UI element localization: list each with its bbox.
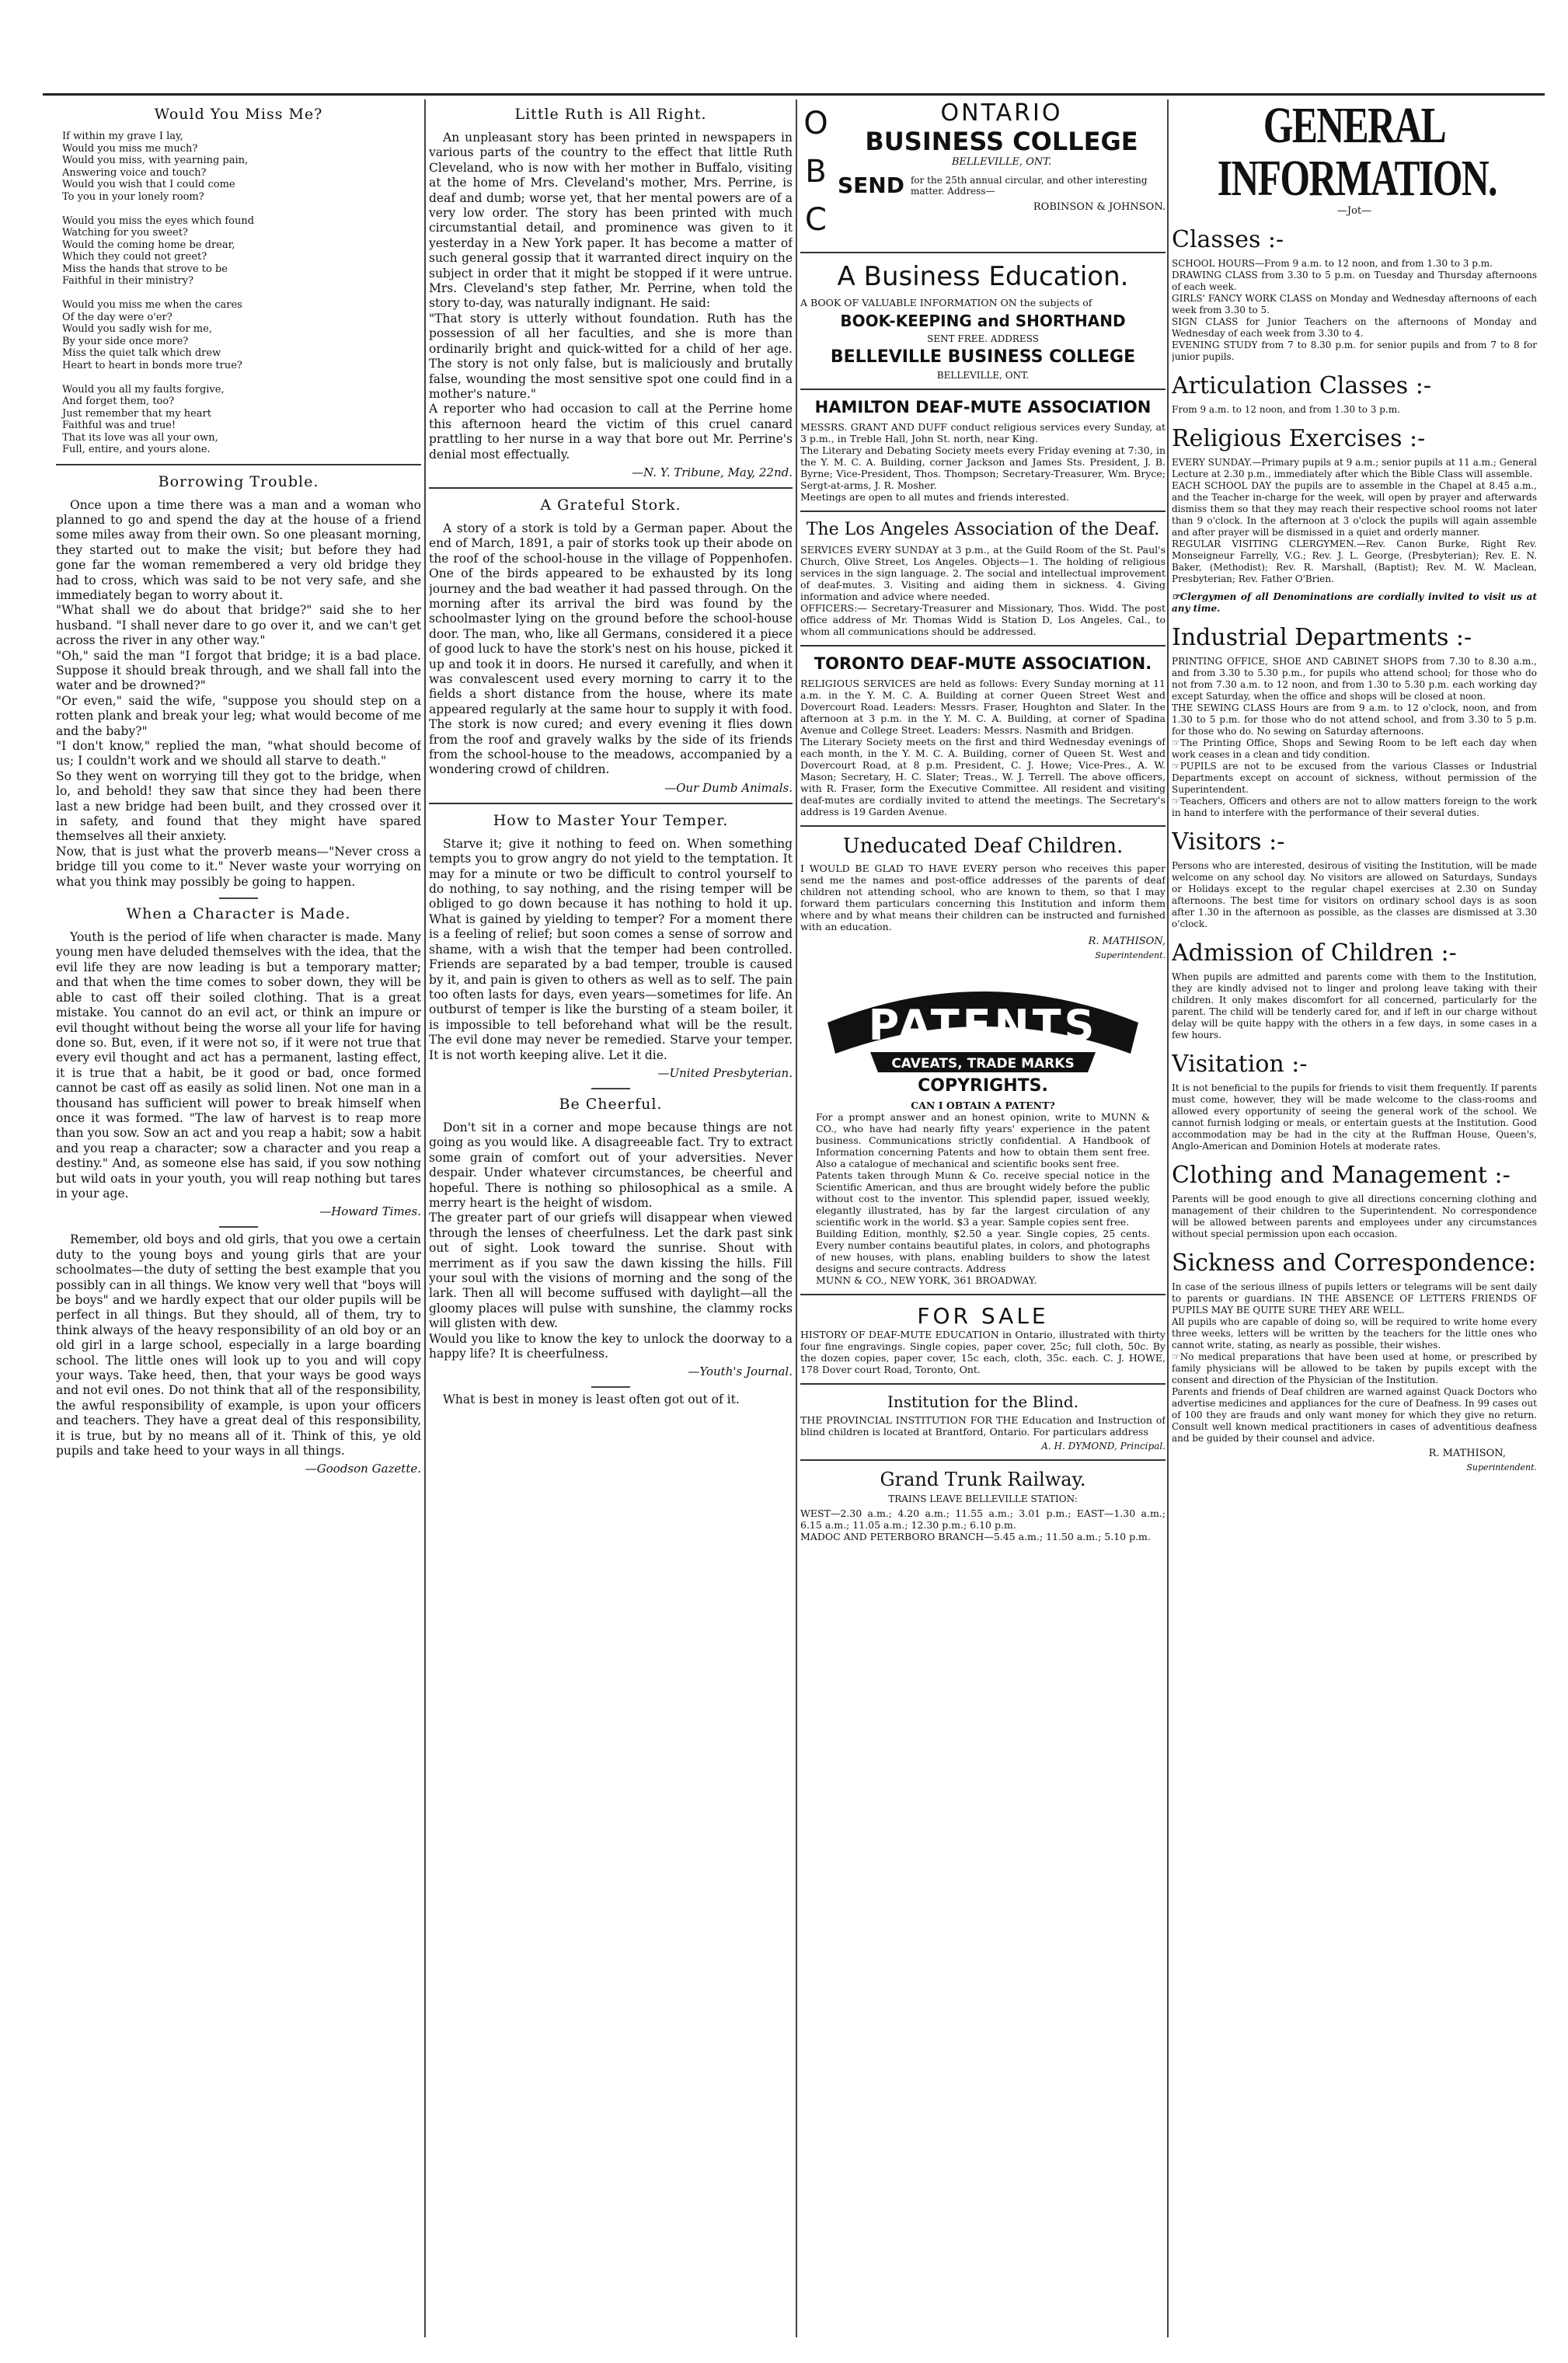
ad-text: HISTORY OF DEAF-MUTE EDUCATION in Ontario, illustrated with thirty four fine engravings. Single copies, paper cover, 25c; full cloth, 50c. By the dozen copies, paper cover, 15c each, cloth, 35c. each. C. J. HOWE, 178 Dover court Road, Toronto, Ont.: [800, 1329, 1166, 1375]
section-body: It is not beneficial to the pupils for friends to visit them frequently. If parents must come, however, they will be made welcome to the class-rooms and allowed every opportunity of seeing the general work of the school. We cannot furnish lodging or meals, or entertain guests at the Institution. Good accommodation may be had in the city at the Ruffman House, Queen's, Anglo-American and Dominion Hotels at moderate rates.: [1172, 1082, 1537, 1152]
column-3: [800, 99, 1166, 2345]
filler-text: What is best in money is least often got out of it.: [443, 1392, 740, 1407]
section-heading: Visitation :-: [1172, 1051, 1308, 1078]
ad-title: FOR SALE: [917, 1303, 1049, 1329]
article-body: Don't sit in a corner and mope because things are not going as you would like. A disagreeable fact. Try to extract some grain of comfort out of your adversities. Never despair. Under whatever circumstances, be cheerful and hopeful. There is nothing so philosophical as a smile. A merry heart is the height of wisdom. The greater part of our griefs will disappear when viewed through the lenses of cheerfulness. Let the dark past sink out of sight. Look toward the sunrise. Shout with merriment as if you saw the dawn kissing the hills. Fill your soul with the visions of morning and the song of the lark. Then all will become suffused with daylight—all the gloomy places will pulse with sunshine, the clammy rocks will glisten with dew. Would you like to know the key to unlock the doorway to a happy life? It is cheerfulness.: [429, 1120, 793, 1361]
article-source: —N. Y. Tribune, May, 22nd.: [632, 465, 793, 479]
notice-title: TORONTO DEAF-MUTE ASSOCIATION.: [814, 654, 1152, 673]
section-body: In case of the serious illness of pupils letters or telegrams will be sent daily to parents or guardians. IN THE ABSENCE OF LETTERS FRIENDS OF PUPILS MAY BE QUITE SURE THEY ARE WELL. All pupils who are capable of doing so, will be required to write home every three weeks, letters will be written by the teachers for the little ones who cannot write, stating, as nearly as possible, their wishes. ☞No medical preparations that have been used at home, or prescribed by family physicians will be allowed to be taken by pupils except with the consent and direction of the Physician of the Institution. Parents and friends of Deaf children are warned against Quack Doctors who advertise medicines and appliances for the cure of Deafness. In 99 cases out of 100 they are frauds and only want money for which they give no return. Consult well known medical practitioners in cases of adventitious deafness and be guided by their counsel and advice.: [1172, 1281, 1537, 1444]
obc-letters: [800, 99, 831, 244]
ad-business-education: [800, 261, 1166, 381]
article-be-cheerful: [429, 1096, 793, 1379]
article-grateful-stork: [429, 497, 793, 795]
ad-patents: [816, 968, 1150, 1286]
jot-line: —Jot—: [1336, 205, 1372, 217]
patents-copyrights: COPYRIGHTS.: [918, 1076, 1048, 1096]
ad-text: A BOOK OF VALUABLE INFORMATION ON the subjects of: [800, 297, 1092, 308]
ad-subject: BOOK-KEEPING and SHORTHAND: [840, 312, 1126, 330]
patents-question: CAN I OBTAIN A PATENT?: [911, 1100, 1055, 1111]
ad-subtitle: TRAINS LEAVE BELLEVILLE STATION:: [888, 1493, 1078, 1504]
column-divider: [796, 99, 797, 2337]
obc-send: [838, 173, 1166, 198]
divider: [800, 511, 1166, 512]
article-body: A story of a stork is told by a German paper. About the end of March, 1891, a pair of storks took up their abode on the roof of the school-house in the village of Poppenhofen. One of the birds appeared to be exhausted by its long journey and the bad weather it had passed through. On the morning after its arrival the bird was found by the schoolmaster lying on the ground before the school-house door. The man, who, like all Germans, considered it a piece of good luck to have the stork's nest on his house, picked it up and took it in doors. He nursed it carefully, and when it was convalescent used every morning to carry it to the fields a short distance from the house, where its mate appeared regularly at the same hour to supply it with food. The stork is now cured; and every evening it flies down from the roof and gravely walks by the side of its friends from the school-house to the meadows, accompanied by a wondering crowd of children.: [429, 521, 793, 777]
section-heading: Admission of Children :-: [1172, 939, 1457, 967]
article-title: Would You Miss Me?: [154, 106, 323, 123]
obc-letter: B: [805, 154, 827, 190]
article-title: When a Character is Made.: [126, 905, 351, 923]
ad-title: Grand Trunk Railway.: [880, 1469, 1086, 1490]
divider: [591, 1088, 630, 1089]
obc-letter: O: [803, 106, 828, 141]
column-divider: [1167, 99, 1169, 2337]
article-title: How to Master Your Temper.: [493, 811, 729, 829]
divider: [429, 803, 793, 804]
article-title: Little Ruth is All Right.: [514, 106, 707, 123]
section-heading: Religious Exercises :-: [1172, 425, 1426, 452]
notice-title: HAMILTON DEAF-MUTE ASSOCIATION: [814, 398, 1152, 416]
section-heading: Visitors :-: [1172, 828, 1285, 856]
notice-title: The Los Angeles Association of the Deaf.: [806, 520, 1160, 539]
patents-text: For a prompt answer and an honest opinion, write to MUNN & CO., who have had nearly fifty years' experience in the patent business. Communications strictly confidential. A Handbook of Information concerning Patents and how to obtain them sent free. Also a catalogue of mechanical and scientific books sent free. Patents taken through Munn & Co. receive special notice in the Scientific American, and thus are brought widely before the public without cost to the inventor. This splendid paper, issued weekly, elegantly illustrated, has by far the largest circulation of any scientific work in the world. $3 a year. Sample copies sent free. Building Edition, monthly, $2.50 a year. Single copies, 25 cents. Every number contains beautiful plates, in colors, and photographs of new houses, with plans, enabling builders to show the latest designs and secure contracts. Address MUNN & CO., NEW YORK, 361 BROADWAY.: [816, 1111, 1150, 1286]
section-body: EVERY SUNDAY.—Primary pupils at 9 a.m.; senior pupils at 11 a.m.; General Lecture at 2.30 p.m., immediately after which the Bible Class will assemble. EACH SCHOOL DAY the pupils are to assemble in the Chapel at 8.45 a.m., and the Teacher in-charge for the week, will open by prayer and afterwards dismiss them so that they may reach their respective school rooms not later than 9 o'clock. In the afternoon at 3 o'clock the pupils will again assemble and after prayer will be dismissed in a quiet and orderly manner. REGULAR VISITING CLERGYMEN.—Rev. Canon Burke, Right Rev. Monseigneur Farrelly, V.G.; Rev. J. L. George, (Presbyterian); Rev. E. N. Baker, (Methodist); Rev. R. Marshall, (Baptist); Rev. M. W. Maclean, Presbyterian; Rev. Father O'Brien.: [1172, 457, 1537, 584]
divider: [219, 897, 258, 899]
divider: [800, 389, 1166, 390]
divider: [800, 1459, 1166, 1461]
divider: [800, 645, 1166, 647]
ad-place: BELLEVILLE, ONT.: [936, 370, 1030, 381]
column-4: [1172, 99, 1537, 2345]
obc-send-word: SEND: [838, 173, 904, 198]
divider: [429, 487, 793, 489]
section-body: PRINTING OFFICE, SHOE AND CABINET SHOPS from 7.30 to 8.30 a.m., and from 3.30 to 5.30 p.m., for pupils who attend school; for those who do not from 7.30 a.m. to 12 noon, and from 1.30 to 5.30 p.m. each working day except Saturday, when the office and shops will be closed at noon. THE SEWING CLASS Hours are from 9 a.m. to 12 o'clock, noon, and from 1.30 to 5 p.m. for those who do not attend school, and from 3.30 to 5 p.m. for those who do. No sewing on Saturday afternoons. ☞The Printing Office, Shops and Sewing Room to be left each day when work ceases in a clean and tidy condition. ☞PUPILS are not to be excused from the various Classes or Industrial Departments except on account of sickness, without permission of the Superintendent. ☞Teachers, Officers and others are not to allow matters foreign to the work in hand to interfere with the performance of their several duties.: [1172, 656, 1537, 818]
article-source: —Youth's Journal.: [688, 1364, 793, 1379]
ad-sent: SENT FREE. ADDRESS: [927, 333, 1039, 344]
article-would-you-miss-me: [56, 106, 421, 456]
section-heading: Clothing and Management :-: [1172, 1162, 1511, 1189]
section-note: ☞Clergymen of all Denominations are cordially invited to visit us at any time.: [1172, 591, 1537, 614]
divider: [800, 1383, 1166, 1385]
section-body: SCHOOL HOURS—From 9 a.m. to 12 noon, and from 1.30 to 3 p.m. DRAWING CLASS from 3.30 to 5 p.m. on Tuesday and Thursday afternoons of each week. GIRLS' FANCY WORK CLASS on Monday and Wednesday afternoons of each week from 3.30 to 5. SIGN CLASS for Junior Teachers on the afternoons of Monday and Wednesday of each week from 3.30 to 4. EVENING STUDY from 7 to 8.30 p.m. for senior pupils and from 7 to 8 for junior pupils.: [1172, 258, 1537, 362]
notice-body: I WOULD BE GLAD TO HAVE EVERY person who receives this paper send me the names and post-office addresses of the parents of deaf children not attending school, who are known to them, so that I may forward them particulars concerning this Institution and inform them where and by what means their children can be instructed and furnished with an education.: [800, 863, 1166, 932]
ad-blind: [800, 1392, 1166, 1452]
notice-los-angeles: [800, 520, 1166, 637]
section-heading: Sickness and Correspondence:: [1172, 1249, 1536, 1277]
article-borrowing-trouble: [56, 473, 421, 890]
article-temper: [429, 812, 793, 1080]
patents-band: CAVEATS, TRADE MARKS: [891, 1056, 1075, 1072]
notice-signature: R. MATHISON,: [1088, 936, 1166, 947]
signature: R. MATHISON,: [1428, 1448, 1506, 1459]
divider: [591, 1386, 630, 1388]
section-heading: Articulation Classes :-: [1172, 372, 1431, 399]
top-rule: [43, 93, 1545, 96]
notice-uneducated: [800, 835, 1166, 960]
ad-title: A Business Education.: [837, 261, 1129, 292]
obc-send-text: for the 25th annual circular, and other interesting matter. Address—: [910, 174, 1148, 197]
ad-signature: A. H. DYMOND, Principal.: [1041, 1441, 1166, 1452]
column-1: [56, 99, 421, 2345]
signature-title: Superintendent.: [1466, 1462, 1537, 1473]
article-source: —United Presbyterian.: [657, 1065, 793, 1080]
article-character: [56, 905, 421, 1218]
article-old-boys: [56, 1232, 421, 1476]
section-heading: Industrial Departments :-: [1172, 624, 1472, 651]
article-title: Be Cheerful.: [559, 1095, 663, 1113]
article-body: Youth is the period of life when character is made. Many young men have deluded themselves with the idea, that the evil life they are now leading is but a temporary matter; and that when the time comes to sober down, they will be able to cast off their soiled clothing. That is a great mistake. You cannot do an evil act, or think an impure or evil thought without being the worse all your life for having done so. But, even, if it were not so, if it were not true that every evil thought and act has a permanent, lasting effect, it is true that a habit, be it good or bad, once formed cannot be cast off as easily as solid linen. Not one man in a thousand has sufficient will power to break himself when once it was formed. "The law of harvest is to reap more than you sow. Sow an act and you reap a habit; sow a habit and you reap a character; sow a character and you reap a destiny." And, as someone else has said, if you sow nothing but wild oats in your youth, you will reap nothing but tares in your age.: [56, 930, 421, 1201]
patents-word: PATENTS: [868, 1001, 1098, 1050]
article-title: A Grateful Stork.: [540, 496, 681, 514]
obc-props: ROBINSON & JOHNSON.: [1033, 201, 1166, 213]
notice-body: SERVICES EVERY SUNDAY at 3 p.m., at the Guild Room of the St. Paul's Church, Olive Street, Los Angeles. Objects—1. The holding of religious services in the sign language. 2. The social and intellectual improvement of deaf-mutes. 3. Visiting and aiding them in sickness. 4. Giving information and advice where needed. OFFICERS:— Secretary-Treasurer and Missionary, Thos. Widd. The post office address of Mr. Thomas Widd is Station D, Los Angeles, Cal., to whom all communications should be addressed.: [800, 544, 1166, 637]
divider: [219, 1226, 258, 1228]
patents-banner: [816, 968, 1150, 1096]
divider: [56, 464, 421, 465]
section-body: From 9 a.m. to 12 noon, and from 1.30 to 3 p.m.: [1172, 404, 1400, 415]
column-divider: [424, 99, 426, 2337]
ad-text: WEST—2.30 a.m.; 4.20 a.m.; 11.55 a.m.; 3.01 p.m.; EAST—1.30 a.m.; 6.15 a.m.; 11.05 a.m.; 12.30 p.m.; 6.10 p.m. MADOC AND PETERBORO BRANCH—5.45 a.m.; 11.50 a.m.; 5.10 p.m.: [800, 1507, 1166, 1542]
obc-place: BELLEVILLE, ONT.: [951, 156, 1052, 168]
article-source: —Our Dumb Animals.: [664, 780, 793, 795]
section-body: When pupils are admitted and parents come with them to the Institution, they are kindly advised not to linger and prolong leave taking with their children. It only makes discomfort for all concerned, particularly for the parent. The child will be tenderly cared for, and if left in our charge without delay will be quite happy with the others in a few days, in some cases in a few hours.: [1172, 971, 1537, 1040]
general-information-title: GENERAL INFORMATION.: [1217, 99, 1497, 207]
column-2: [429, 99, 793, 2345]
obc-letter: C: [805, 202, 827, 238]
article-body: Remember, old boys and old girls, that you owe a certain duty to the young boys and young girls that are your schoolmates—the duty of setting the best example that you possibly can in all things. We know very well that "boys will be boys" and we hardly expect that our older pupils will be perfect in all things. But they should, all of them, try to think always of the heavy responsibility of an old boy or an old girl in a large school, especially in a large boarding school. The little ones will look up to you and will copy your ways. Take heed, then, that your ways be good ways and not evil ones. Do not think that all of the responsibility, the awful responsibility of example, is upon your officers and teachers. They have a great deal of this responsibility, it is true, but by no means all of it. Think of this, ye old pupils and take heed to your ways in all things.: [56, 1232, 421, 1459]
ad-grand-trunk: [800, 1469, 1166, 1542]
divider: [800, 825, 1166, 827]
divider: [800, 252, 1166, 253]
notice-signature-title: Superintendent.: [1095, 950, 1166, 960]
section-body: Persons who are interested, desirous of visiting the Institution, will be made welcome on any school day. No visitors are allowed on Saturdays, Sundays or Holidays except to the regular chapel exercises at 2.30 on Sunday afternoons. The best time for visitors on ordinary school days is as soon after 1.30 in the afternoon as possible, as the classes are dismissed at 3.30 o'clock.: [1172, 860, 1537, 929]
notice-hamilton: [800, 398, 1166, 503]
article-title: Borrowing Trouble.: [158, 472, 319, 490]
article-little-ruth: [429, 106, 793, 479]
notice-title: Uneducated Deaf Children.: [842, 835, 1124, 858]
notice-body: RELIGIOUS SERVICES are held as follows: Every Sunday morning at 11 a.m. in the Y. M. C. A. Building at corner Queen Street West and Dovercourt Road. Leaders: Messrs. Fraser, Houghton and Slater. In the afternoon at 3 p.m. in the Y. M. C. A. Building, at corner of Spadina Avenue and College Street. Leaders: Messrs. Nasmith and Bridgen. The Literary Society meets on the first and third Wednesday evenings of each month, in the Y. M. C. A. Building, corner of Queen St. West and Dovercourt Road, at 8 p.m. President, C. J. Howe; Vice-Pres., A. W. Mason; Secretary, H. C. Slater; Treas., W. J. Terrell. The above officers, with R. Fraser, form the Executive Committee. All resident and visiting deaf-mutes are cordially invited to attend the meetings. The Secretary's address is 19 Garden Avenue.: [800, 678, 1166, 817]
article-body: An unpleasant story has been printed in newspapers in various parts of the country to the effect that little Ruth Cleveland, who is now with her mother in Buffalo, visiting at the home of Mrs. Cleveland's mother, Mrs. Perrine, is deaf and dumb; worse yet, that her mental powers are of a very low order. The story has been printed with much circumstantial detail, and prominence was given to it yesterday in a New York paper. It has become a matter of such general gossip that it warranted direct inquiry on the subject in order that it might be stopped if it were untrue. Mrs. Cleveland's step father, Mr. Perrine, when told the story to-day, was naturally indignant. He said: "That story is utterly without foundation. Ruth has the possession of all her faculties, and she is more than ordinarily bright and quick-witted for a child of her age. The story is not only false, but is maliciously and brutally false, wounding the most sensitive spot one could find in a mother's nature." A reporter who had occasion to call at the Perrine home this afternoon heard the victim of this cruel canard prattling to her nurse in a way that bore out Mr. Perrine's denial most effectually.: [429, 131, 793, 462]
section-heading: Classes :-: [1172, 226, 1284, 253]
article-body: Once upon a time there was a man and a woman who planned to go and spend the day at the house of a friend some miles away from their own. So one pleasant morning, they started out to make the visit; but before they had gone far the woman remembered a very old bridge they had to cross, which was said to be not very safe, and she immediately began to worry about it. "What shall we do about that bridge?" said she to her husband. "I shall never dare to go over it, and we can't get across the river in any other way." "Oh," said the man "I forgot that bridge; it is a bad place. Suppose it should break through, and we shall fall into the water and be drowned?" "Or even," said the wife, "suppose you should step on a rotten plank and break your leg; what would become of me and the baby?" "I don't know," replied the man, "what should become of us; I couldn't work and we should all starve to death." So they went on worrying till they got to the bridge, when lo, and behold! they saw that since they had been there last a new bridge had been built, and they crossed over it in safety, and found that they might have spared themselves all their anxiety. Now, that is just what the proverb means—"Never cross a bridge till you come to it." Never waste your worrying on what you think may possibly be going to happen.: [56, 497, 421, 889]
article-source: —Goodson Gazette.: [305, 1462, 421, 1476]
section-body: Parents will be good enough to give all directions concerning clothing and management of their children to the Superintendent. No correspondence will be allowed between parents and employees under any circumstances without special permission upon each occasion.: [1172, 1194, 1537, 1239]
ad-for-sale: [800, 1303, 1166, 1375]
notice-toronto: [800, 654, 1166, 817]
ad-title: Institution for the Blind.: [887, 1392, 1079, 1411]
ad-text: THE PROVINCIAL INSTITUTION FOR THE Education and Instruction of blind children is located at Brantford, Ontario. For particulars address: [800, 1414, 1166, 1438]
obc-title: ONTARIO: [940, 99, 1063, 127]
divider: [800, 1294, 1166, 1295]
notice-body: MESSRS. GRANT AND DUFF conduct religious services every Sunday, at 3 p.m., in Treble Hall, John St. north, near King. The Literary and Debating Society meets every Friday evening at 7:30, in the Y. M. C. A. Building, corner Jackson and James Sts. President, J. B. Byrne; Vice-President, Thos. Thompson; Secretary-Treasurer, Wm. Bryce; Sergt-at-arms, J. R. Mosher. Meetings are open to all mutes and friends interested.: [800, 421, 1166, 503]
obc-body: [831, 99, 1166, 244]
poem-text: If within my grave I lay, Would you miss me much? Would you miss, with yearning pain, Answering voice and touch? Would you wish that I could come To you in your lonely room? Would you miss the eyes which found Watching for you sweet? Would the coming home be drear, Which they could not greet? Miss the hands that strove to be Faithful in their ministry? Would you miss me when the cares Of the day were o'er? Would you sadly wish for me, By your side once more? Miss the quiet talk which drew Heart to heart in bonds more true? Would you all my faults forgive, And forget them, too? Just remember that my heart Faithful was and true! That its love was all your own, Full, entire, and yours alone.: [62, 131, 255, 455]
article-source: —Howard Times.: [319, 1204, 421, 1219]
ad-ontario-business-college: [800, 99, 1166, 244]
article-body: Starve it; give it nothing to feed on. When something tempts you to grow angry do not yield to the temptation. It may for a minute or two be difficult to control yourself to do nothing, to say nothing, and the rising temper will be obliged to go down because it has nothing to hold it up. What is gained by yielding to temper? For a moment there is a feeling of relief; but soon comes a sense of sorrow and shame, with a wish that the temper had been controlled. Friends are separated by a bad temper, trouble is caused by it, and pain is given to others as well as to self. The pain too often lasts for days, even years—sometimes for life. An outburst of temper is like the bursting of a steam boiler, it is impossible to tell beforehand what will be the result. The evil done may never be remedied. Starve your temper. It is not worth keeping alive. Let it die.: [429, 836, 793, 1062]
ad-college: BELLEVILLE BUSINESS COLLEGE: [830, 347, 1136, 367]
obc-name: BUSINESS COLLEGE: [865, 127, 1138, 156]
